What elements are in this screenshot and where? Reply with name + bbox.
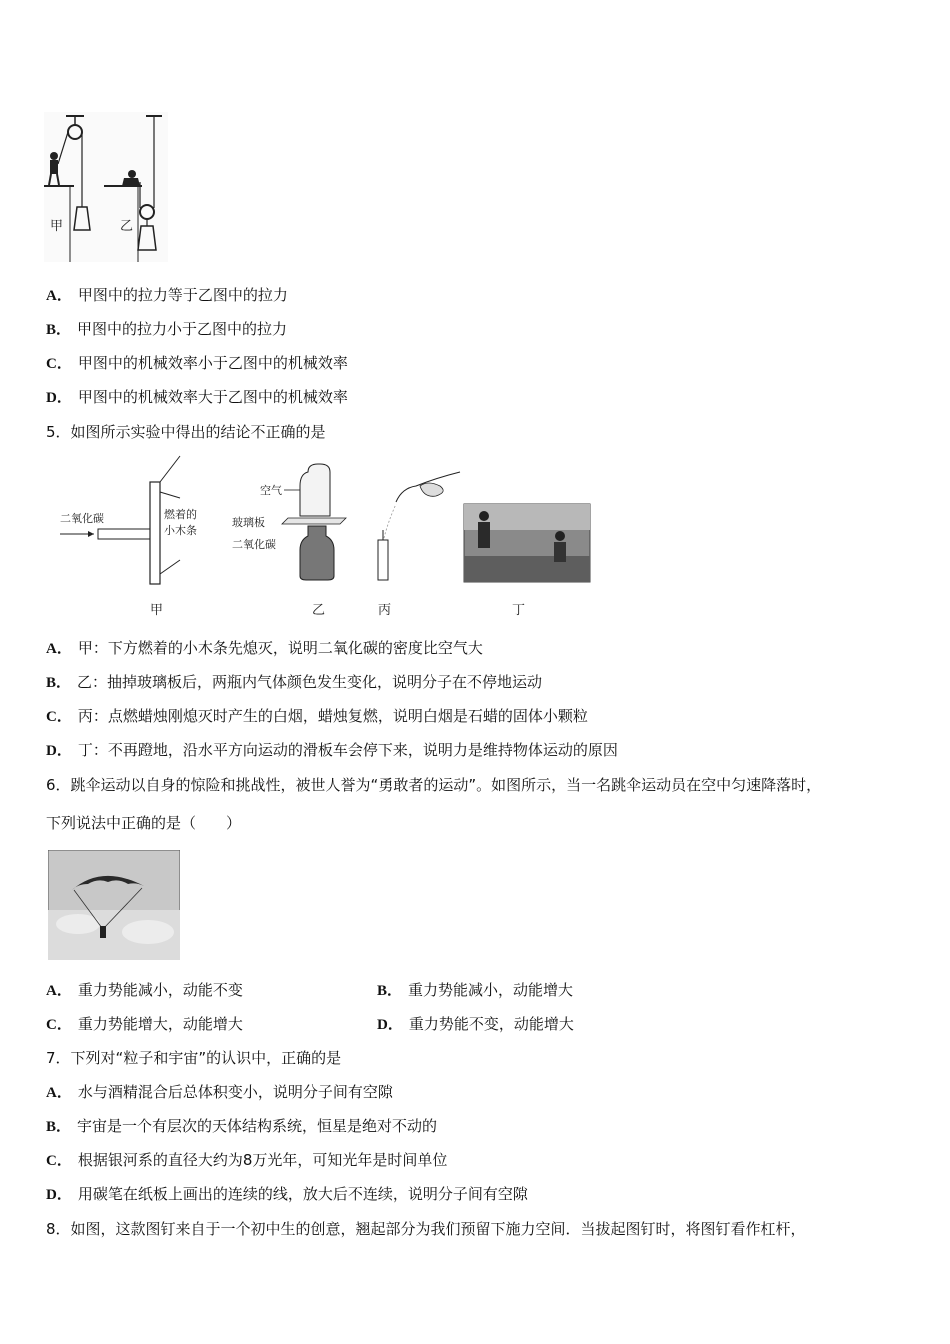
parachute-photo: [48, 850, 180, 960]
q4-option-a: A． 甲图中的拉力等于乙图中的拉力: [46, 286, 288, 304]
q7-option-a: A． 水与酒精混合后总体积变小，说明分子间有空隙: [46, 1083, 393, 1101]
q6-option-c: C． 重力势能增大，动能增大: [46, 1015, 243, 1033]
q6-option-a: A． 重力势能减小，动能不变: [46, 981, 243, 999]
experiment-figure: [56, 452, 596, 622]
pulley-figure: [44, 112, 168, 262]
q5-option-c: C． 丙：点燃蜡烛刚熄灭时产生的白烟，蜡烛复燃，说明白烟是石蜡的固体小颗粒: [46, 707, 588, 725]
label-jia: 甲: [150, 603, 164, 618]
glass-plate-label: 玻璃板: [232, 516, 265, 529]
q7-option-b: B． 宇宙是一个有层次的天体结构系统，恒星是绝对不动的: [46, 1117, 438, 1135]
stick-label-2: 小木条: [164, 524, 197, 537]
q5-option-d: D． 丁：不再蹬地，沿水平方向运动的滑板车会停下来，说明力是维持物体运动的原因: [46, 741, 618, 759]
q7-option-c: C． 根据银河系的直径大约为8万光年，可知光年是时间单位: [46, 1151, 448, 1169]
figure-label-yi: 乙: [120, 219, 134, 234]
q4-option-c: C． 甲图中的机械效率小于乙图中的机械效率: [46, 354, 348, 372]
q7-stem: 7．下列对“粒子和宇宙”的认识中，正确的是: [46, 1049, 342, 1067]
q6-option-d: D． 重力势能不变，动能增大: [377, 1015, 574, 1033]
q7-option-d: D． 用碳笔在纸板上画出的连续的线，放大后不连续，说明分子间有空隙: [46, 1185, 528, 1203]
q8-stem: 8．如图，这款图钉来自于一个初中生的创意，翘起部分为我们预留下施力空间．当拔起图钉时，将图钉看作杠杆，: [46, 1220, 806, 1238]
label-bing: 丙: [378, 603, 392, 618]
co2-bottle-label: 二氧化碳: [232, 538, 276, 551]
label-ding: 丁: [512, 603, 526, 618]
q5-option-b: B． 乙：抽掉玻璃板后，两瓶内气体颜色发生变化，说明分子在不停地运动: [46, 673, 543, 691]
q6-option-b: B． 重力势能减小，动能增大: [377, 981, 574, 999]
q4-option-d: D． 甲图中的机械效率大于乙图中的机械效率: [46, 388, 348, 406]
co2-label: 二氧化碳: [60, 512, 104, 525]
q6-stem-line-2: 下列说法中正确的是（ ）: [46, 814, 242, 832]
air-label: 空气: [260, 484, 282, 497]
q6-stem-line-1: 6．跳伞运动以自身的惊险和挑战性，被世人誉为“勇敢者的运动”。如图所示，当一名跳伞运动员在空中匀速降落时，: [46, 776, 822, 794]
figure-label-jia: 甲: [50, 219, 64, 234]
label-yi: 乙: [312, 603, 326, 618]
q5-stem: 5．如图所示实验中得出的结论不正确的是: [46, 423, 326, 441]
q5-option-a: A． 甲：下方燃着的小木条先熄灭，说明二氧化碳的密度比空气大: [46, 639, 483, 657]
q4-option-b: B． 甲图中的拉力小于乙图中的拉力: [46, 320, 288, 338]
stick-label-1: 燃着的: [164, 508, 197, 521]
